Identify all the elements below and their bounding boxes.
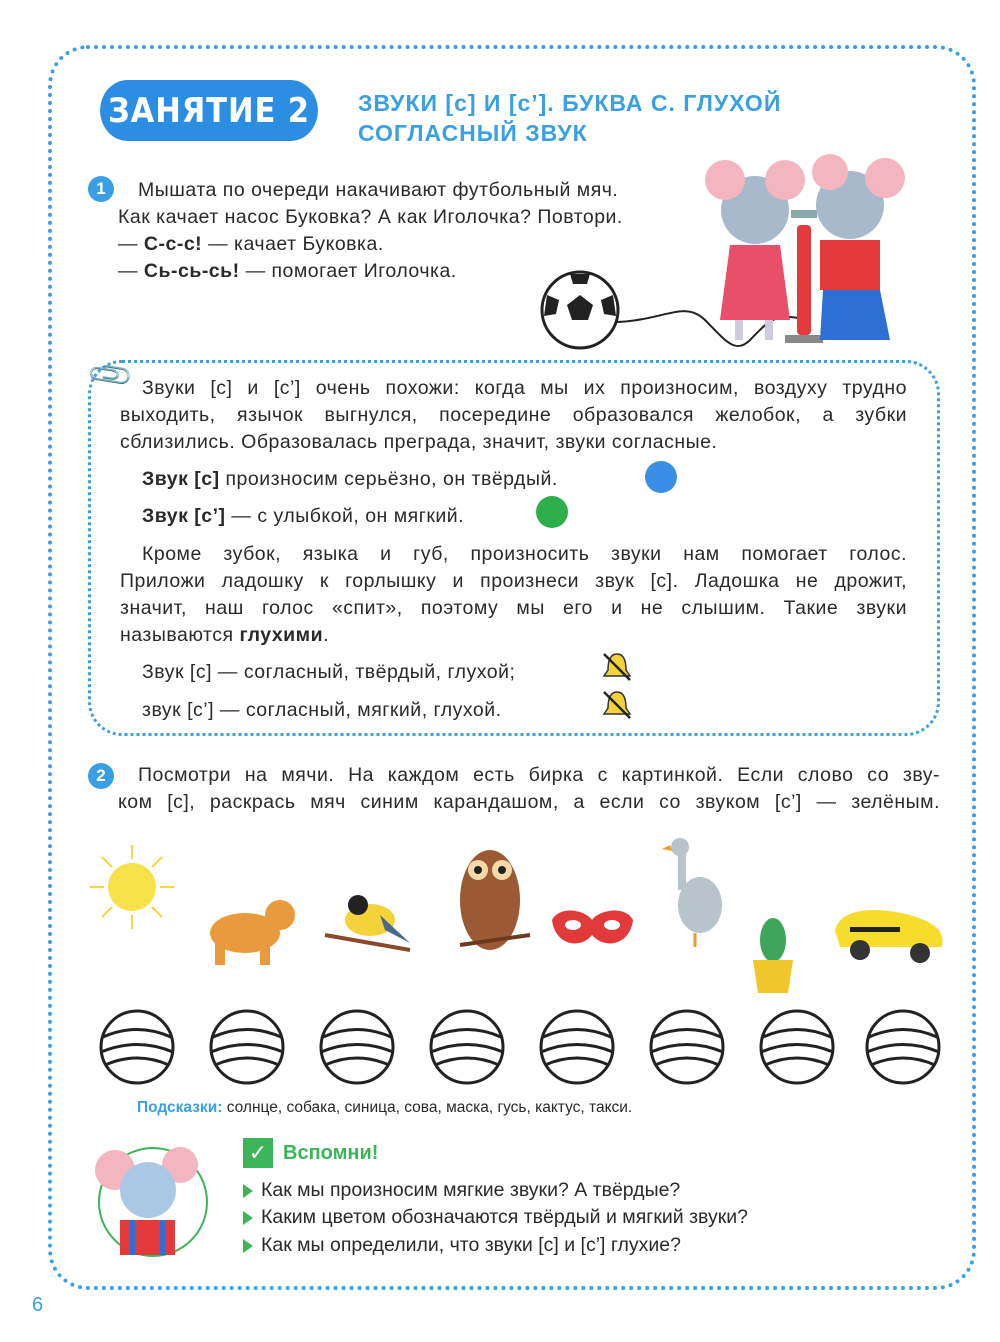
ball-outline-dog xyxy=(211,1011,283,1083)
muted-bell-icon xyxy=(600,688,634,722)
mouse-boy-icon xyxy=(812,154,905,340)
info-p2-line2: Приложи ладошку к горлышку и произнеси звук [с]. Ладошка не дрожит, xyxy=(120,570,907,592)
task-number-2: 2 xyxy=(88,763,114,789)
hints: Подсказки: солнце, собака, синица, сова, маска, гусь, кактус, такси. xyxy=(137,1099,633,1116)
task2-line2: ком [с], раскрась мяч синим карандашом, а если со звуком [с’] — зелёным. xyxy=(118,791,940,813)
task-number-1: 1 xyxy=(88,176,114,202)
balls-row xyxy=(95,1005,955,1090)
info-soft-sound: Звук [с’] — с улыбкой, он мягкий. xyxy=(142,505,465,527)
ball-outline-goose xyxy=(651,1011,723,1083)
task2-line1: Посмотри на мячи. На каждом есть бирка с картинкой. Если слово со зву- xyxy=(138,764,940,786)
muted-bell-icon xyxy=(600,650,634,684)
dog-icon xyxy=(210,900,295,965)
remember-item: Как мы произносим мягкие звуки? А твёрдые? xyxy=(243,1179,680,1202)
mouse-girl-icon xyxy=(705,160,805,340)
task1-line1: Мышата по очереди накачивают футбольный мяч. xyxy=(138,179,619,201)
hard-sound-blue-circle xyxy=(645,461,677,493)
owl-icon xyxy=(460,850,530,950)
info-p1-line3: сблизились. Образовалась преграда, значит, звуки согласные. xyxy=(120,431,718,453)
task1-line3: — С-с-с! — качает Буковка. xyxy=(118,233,384,255)
mice-pumping-ball-illustration xyxy=(535,150,935,360)
mouse-mascot-icon xyxy=(90,1140,215,1265)
info-p2-line1: Кроме зубок, языка и губ, произносить звуки нам помогает голос. xyxy=(142,543,907,565)
remember-item: Каким цветом обозначаются твёрдый и мягкий звуки? xyxy=(243,1206,748,1229)
soft-sound-green-circle xyxy=(536,496,568,528)
taxi-icon xyxy=(835,910,943,963)
bullet-triangle-icon xyxy=(243,1211,253,1225)
lesson-badge: ЗАНЯТИЕ 2 xyxy=(100,80,318,141)
info-p1-line1: Звуки [с] и [с’] очень похожи: когда мы их произносим, воздуху трудно xyxy=(142,377,907,399)
sun-icon xyxy=(90,845,174,929)
ball-outline-tit xyxy=(321,1011,393,1083)
bullet-triangle-icon xyxy=(243,1184,253,1198)
info-p1-line2: выходить, язычок выгнулся, посередине образовался желобок, а зубки xyxy=(120,404,907,426)
remember-header: ✓ Вспомни! xyxy=(243,1138,378,1168)
ball-outline-sun xyxy=(101,1011,173,1083)
task1-line2: Как качает насос Буковка? А как Иголочка? Повтори. xyxy=(118,206,623,228)
ball-outline-taxi xyxy=(867,1011,939,1083)
pictures-row xyxy=(80,835,950,1000)
cactus-icon xyxy=(753,918,793,993)
summary-hard: Звук [с] — согласный, твёрдый, глухой; xyxy=(142,661,516,683)
remember-item: Как мы определили, что звуки [с] и [с’] глухие? xyxy=(243,1234,681,1257)
football-icon xyxy=(542,272,618,348)
info-p2-line3: значит, наш голос «спит», поэтому мы его и не слышим. Такие звуки xyxy=(120,597,907,619)
summary-soft: звук [с’] — согласный, мягкий, глухой. xyxy=(142,699,502,721)
goose-icon xyxy=(662,838,722,947)
task1-line4: — Сь-сь-сь! — помогает Иголочка. xyxy=(118,260,457,282)
lesson-title-line2: СОГЛАСНЫЙ ЗВУК xyxy=(358,120,588,146)
bullet-triangle-icon xyxy=(243,1239,253,1253)
mask-icon xyxy=(552,911,633,944)
tit-bird-icon xyxy=(325,895,410,950)
lesson-title-line1: ЗВУКИ [с] И [с’]. БУКВА С. ГЛУХОЙ xyxy=(358,90,782,116)
ball-outline-owl xyxy=(431,1011,503,1083)
pump-icon xyxy=(785,210,823,343)
paperclip-icon: 📎 xyxy=(85,350,136,401)
ball-outline-cactus xyxy=(761,1011,833,1083)
page-number: 6 xyxy=(32,1294,44,1316)
checkmark-icon: ✓ xyxy=(243,1138,273,1168)
info-hard-sound: Звук [с] произносим серьёзно, он твёрдый. xyxy=(142,468,558,490)
info-p2-line4: называются глухими. xyxy=(120,624,330,646)
ball-outline-mask xyxy=(541,1011,613,1083)
